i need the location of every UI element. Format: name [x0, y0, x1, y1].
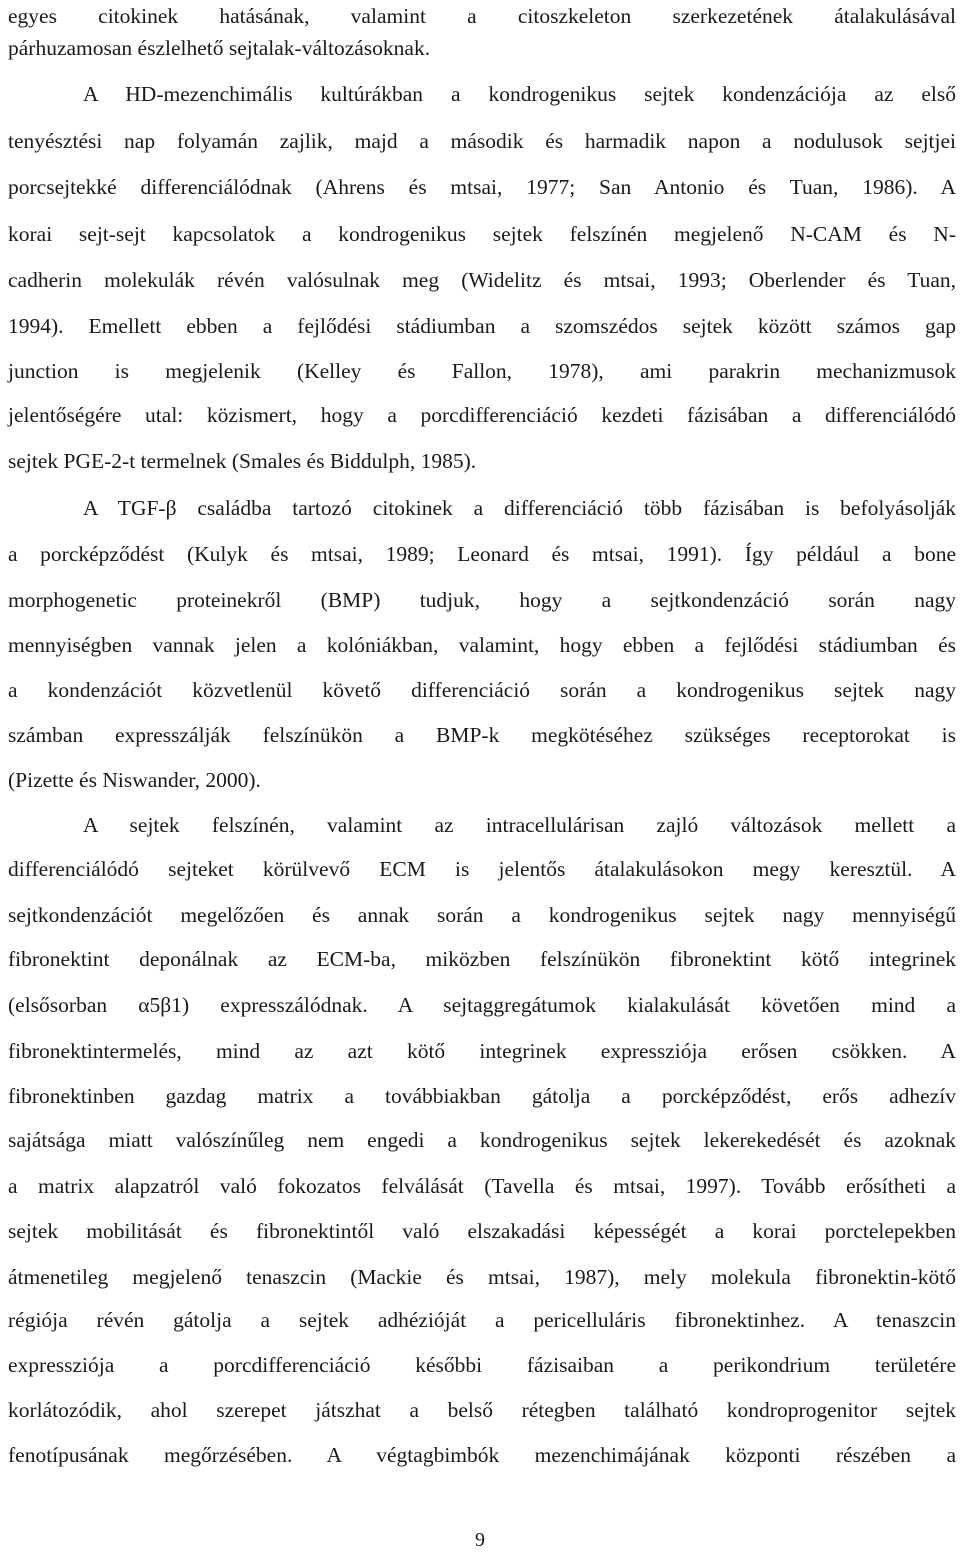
text-line: cadherin molekulák révén valósulnak meg (Widelitz és mtsai, 1993; Oberlender és Tuan,: [8, 268, 956, 292]
text-line: A sejtek felszínén, valamint az intracellulárisan zajló változások mellett a: [83, 813, 956, 837]
text-line: korlátozódik, ahol szerepet játszhat a belső rétegben található kondroprogenitor sejtek: [8, 1398, 956, 1422]
text-line: jelentőségére utal: közismert, hogy a porcdifferenciáció kezdeti fázisában a differenciálódó: [8, 403, 956, 427]
text-line: párhuzamosan észlelhető sejtalak-változásoknak.: [8, 36, 431, 60]
text-line: A HD-mezenchimális kultúrákban a kondrogenikus sejtek kondenzációja az első: [83, 82, 956, 106]
text-line: egyes citokinek hatásának, valamint a citoszkeleton szerkezetének átalakulásával: [8, 4, 956, 28]
text-line: átmenetileg megjelenő tenaszcin (Mackie és mtsai, 1987), mely molekula fibronektin-kötő: [8, 1265, 956, 1289]
text-line: fibronektint deponálnak az ECM-ba, miközben felszínükön fibronektint kötő integrinek: [8, 947, 956, 971]
text-line: fibronektintermelés, mind az azt kötő integrinek expressziója erősen csökken. A: [8, 1039, 956, 1063]
text-line: porcsejtekké differenciálódnak (Ahrens és mtsai, 1977; San Antonio és Tuan, 1986). A: [8, 175, 956, 199]
text-line: a matrix alapzatról való fokozatos felválását (Tavella és mtsai, 1997). Tovább erősítheti a: [8, 1174, 956, 1198]
page-number: 9: [475, 1529, 485, 1551]
text-line: mennyiségben vannak jelen a kolóniákban, valamint, hogy ebben a fejlődési stádiumban és: [8, 633, 956, 657]
text-line: a porcképződést (Kulyk és mtsai, 1989; Leonard és mtsai, 1991). Így például a bone: [8, 542, 956, 566]
text-line: (Pizette és Niswander, 2000).: [8, 768, 261, 792]
text-line: sejtkondenzációt megelőzően és annak során a kondrogenikus sejtek nagy mennyiségű: [8, 903, 956, 927]
text-line: expressziója a porcdifferenciáció későbbi fázisaiban a perikondrium területére: [8, 1353, 956, 1377]
text-line: junction is megjelenik (Kelley és Fallon, 1978), ami parakrin mechanizmusok: [8, 359, 956, 383]
text-line: sajátsága miatt valószínűleg nem engedi a kondrogenikus sejtek lekerekedését és azoknak: [8, 1128, 956, 1152]
text-line: differenciálódó sejteket körülvevő ECM is jelentős átalakulásokon megy keresztül. A: [8, 857, 956, 881]
text-line: (elsősorban α5β1) expresszálódnak. A sejtaggregátumok kialakulását követően mind a: [8, 993, 956, 1017]
text-line: számban expresszálják felszínükön a BMP-k megkötéséhez szükséges receptorokat is: [8, 723, 956, 747]
text-line: A TGF-β családba tartozó citokinek a differenciáció több fázisában is befolyásolják: [83, 496, 956, 520]
text-line: régiója révén gátolja a sejtek adhézióját a pericelluláris fibronektinhez. A tenaszcin: [8, 1308, 956, 1332]
text-line: fenotípusának megőrzésében. A végtagbimbók mezenchimájának központi részében a: [8, 1443, 956, 1467]
text-line: korai sejt-sejt kapcsolatok a kondrogenikus sejtek felszínén megjelenő N-CAM és N-: [8, 222, 956, 246]
text-line: 1994). Emellett ebben a fejlődési stádiumban a szomszédos sejtek között számos gap: [8, 314, 956, 338]
text-line: sejtek PGE-2-t termelnek (Smales és Biddulph, 1985).: [8, 449, 477, 473]
text-line: sejtek mobilitását és fibronektintől való elszakadási képességét a korai porctelepekben: [8, 1219, 956, 1243]
text-line: fibronektinben gazdag matrix a továbbiakban gátolja a porcképződést, erős adhezív: [8, 1084, 956, 1108]
text-line: a kondenzációt közvetlenül követő differenciáció során a kondrogenikus sejtek nagy: [8, 678, 956, 702]
text-line: tenyésztési nap folyamán zajlik, majd a második és harmadik napon a nodulusok sejtjei: [8, 129, 956, 153]
text-line: morphogenetic proteinekről (BMP) tudjuk, hogy a sejtkondenzáció során nagy: [8, 588, 956, 612]
